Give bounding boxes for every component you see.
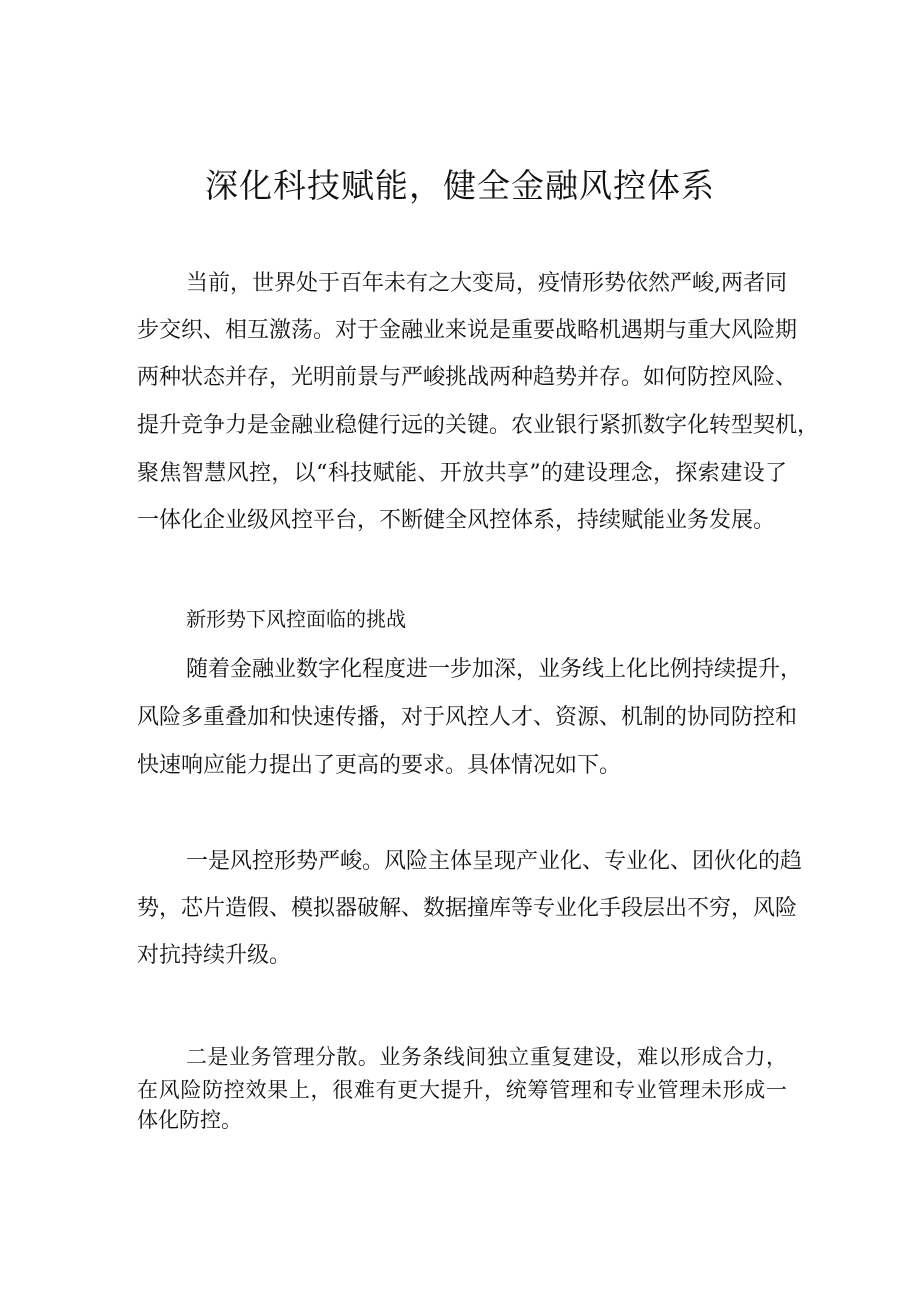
paragraph-1-line-5: 聚焦智慧风控，以“科技赋能、开放共享”的建设理念，探索建设了 xyxy=(137,461,787,486)
paragraph-4-line-2: 在风险防控效果上，很难有更大提升，统筹管理和专业管理未形成一 xyxy=(137,1078,787,1102)
paragraph-4-line-3: 体化防控。 xyxy=(137,1108,242,1132)
paragraph-1-line-3: 两种状态并存，光明前景与严峻挑战两种趋势并存。如何防控风险、 xyxy=(137,365,798,390)
paragraph-2-line-1: 随着金融业数字化程度进一步加深，业务线上化比例持续提升， xyxy=(186,657,803,682)
paragraph-2-line-2: 风险多重叠加和快速传播，对于风控人才、资源、机制的协同防控和 xyxy=(137,705,798,730)
paragraph-1-line-1: 当前，世界处于百年未有之大变局，疫情形势依然严峻,两者同 xyxy=(186,271,787,296)
paragraph-1-line-4: 提升竞争力是金融业稳健行远的关键。农业银行紧抓数字化转型契机， xyxy=(137,413,820,438)
paragraph-3-line-3: 对抗持续升级。 xyxy=(137,943,292,968)
document-title: 深化科技赋能，健全金融风控体系 xyxy=(205,166,715,205)
paragraph-3-line-2: 势，芯片造假、模拟器破解、数据撞库等专业化手段层出不穷，风险 xyxy=(137,896,798,921)
paragraph-3-line-1: 一是风控形势严峻。风险主体呈现产业化、专业化、团伙化的趋 xyxy=(186,849,803,874)
paragraph-1-line-6: 一体化企业级风控平台，不断健全风控体系，持续赋能业务发展。 xyxy=(137,508,776,533)
paragraph-2-line-3: 快速响应能力提出了更高的要求。具体情况如下。 xyxy=(137,753,622,778)
paragraph-1-line-2: 步交织、相互激荡。对于金融业来说是重要战略机遇期与重大风险期 xyxy=(137,318,798,343)
section-heading: 新形势下风控面临的挑战 xyxy=(186,607,406,631)
paragraph-4-line-1: 二是业务管理分散。业务条线间独立重复建设，难以形成合力， xyxy=(186,1045,787,1069)
